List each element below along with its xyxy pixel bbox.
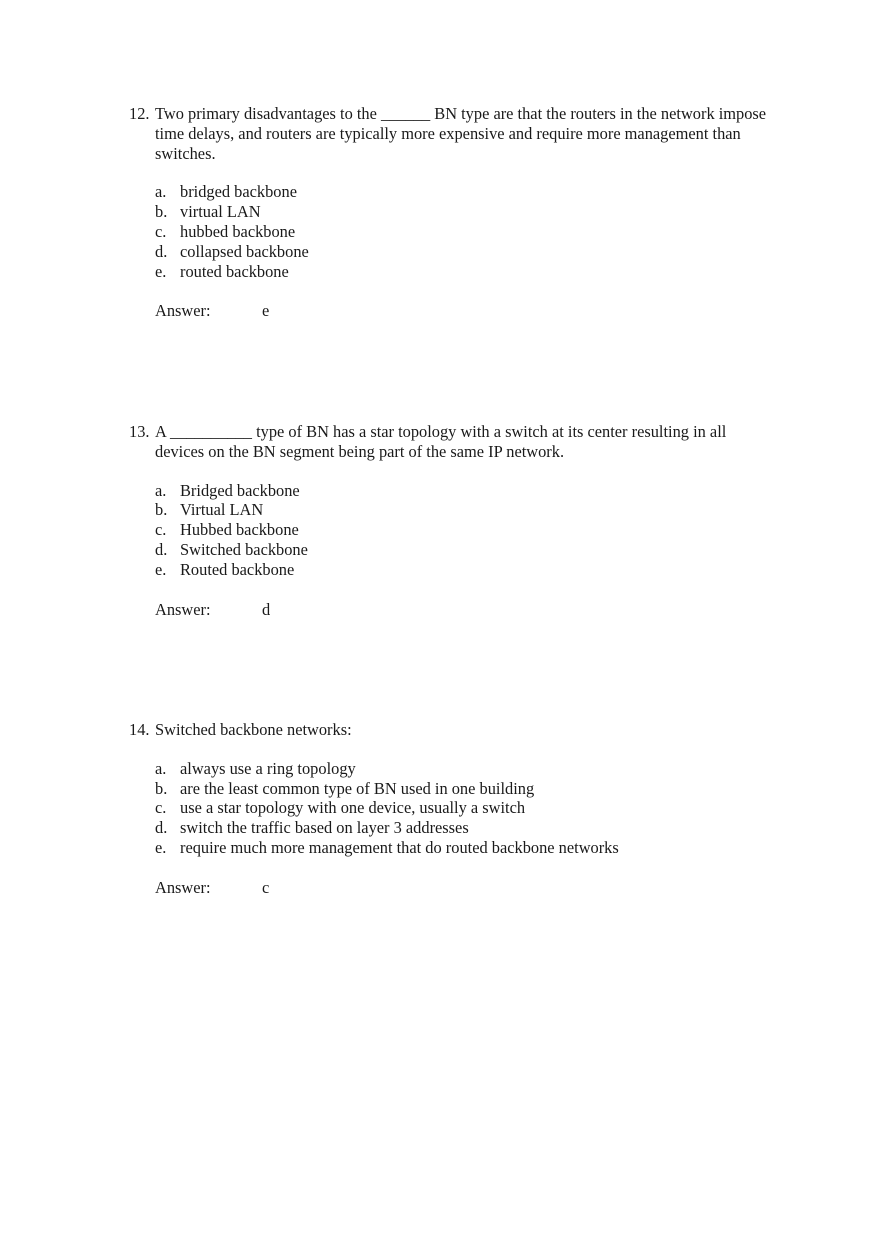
- option-text: always use a ring topology: [180, 758, 356, 778]
- option-letter: d.: [155, 241, 168, 261]
- question-14: [129, 720, 769, 898]
- option-letter: e.: [155, 837, 167, 857]
- option-d: [155, 242, 769, 262]
- option-letter: b.: [155, 500, 168, 520]
- option-list: [155, 182, 769, 281]
- option-letter: e.: [155, 261, 167, 281]
- option-b: [155, 202, 769, 222]
- option-text: use a star topology with one device, usually a switch: [180, 798, 526, 818]
- question-stem: [129, 422, 769, 462]
- answer-label: Answer:: [155, 877, 211, 897]
- option-text: routed backbone: [180, 261, 289, 281]
- answer-line: [155, 600, 769, 620]
- option-letter: e.: [155, 559, 167, 579]
- answer-label: Answer:: [155, 301, 211, 321]
- option-letter: d.: [155, 818, 168, 838]
- option-a: [155, 759, 769, 779]
- option-e: [155, 838, 769, 858]
- option-a: [155, 481, 769, 501]
- option-e: [155, 560, 769, 580]
- option-letter: b.: [155, 202, 168, 222]
- option-list: [155, 759, 769, 858]
- option-text: hubbed backbone: [180, 221, 296, 241]
- option-b: [155, 779, 769, 799]
- question-number: 13.: [129, 422, 150, 441]
- question-number: 14.: [129, 720, 150, 739]
- option-text: Bridged backbone: [180, 480, 300, 500]
- question-13: [129, 422, 769, 619]
- answer-label: Answer:: [155, 599, 211, 619]
- option-list: [155, 481, 769, 580]
- option-letter: c.: [155, 221, 167, 241]
- option-letter: a.: [155, 182, 167, 202]
- option-text: virtual LAN: [180, 202, 261, 222]
- option-c: [155, 222, 769, 242]
- option-letter: c.: [155, 798, 167, 818]
- question-text: Two primary disadvantages to the ______ BN type are that the routers in the network impose time delays, and routers are typically more expensive and require more management than switches.: [155, 104, 767, 163]
- option-a: [155, 182, 769, 202]
- option-b: [155, 500, 769, 520]
- option-text: Switched backbone: [180, 539, 308, 559]
- option-d: [155, 818, 769, 838]
- question-stem: [129, 104, 769, 163]
- answer-value: d: [262, 599, 271, 619]
- option-text: switch the traffic based on layer 3 addresses: [180, 818, 469, 838]
- answer-value: c: [262, 877, 270, 897]
- option-text: Hubbed backbone: [180, 520, 299, 540]
- question-text: A __________ type of BN has a star topology with a switch at its center resulting in all devices on the BN segment being part of the same IP network.: [155, 422, 727, 461]
- option-text: Routed backbone: [180, 559, 295, 579]
- option-text: bridged backbone: [180, 182, 297, 202]
- option-letter: d.: [155, 539, 168, 559]
- option-text: Virtual LAN: [180, 500, 264, 520]
- question-text: Switched backbone networks:: [155, 720, 352, 739]
- option-letter: c.: [155, 520, 167, 540]
- answer-value: e: [262, 301, 270, 321]
- option-e: [155, 262, 769, 282]
- option-d: [155, 540, 769, 560]
- option-letter: a.: [155, 480, 167, 500]
- option-text: collapsed backbone: [180, 241, 309, 261]
- option-c: [155, 798, 769, 818]
- option-letter: a.: [155, 758, 167, 778]
- question-12: [129, 104, 769, 321]
- option-letter: b.: [155, 778, 168, 798]
- option-text: require much more management that do routed backbone networks: [180, 837, 619, 857]
- answer-line: [155, 878, 769, 898]
- option-text: are the least common type of BN used in one building: [180, 778, 535, 798]
- question-number: 12.: [129, 104, 150, 123]
- question-stem: [129, 720, 769, 740]
- option-c: [155, 520, 769, 540]
- answer-line: [155, 301, 769, 321]
